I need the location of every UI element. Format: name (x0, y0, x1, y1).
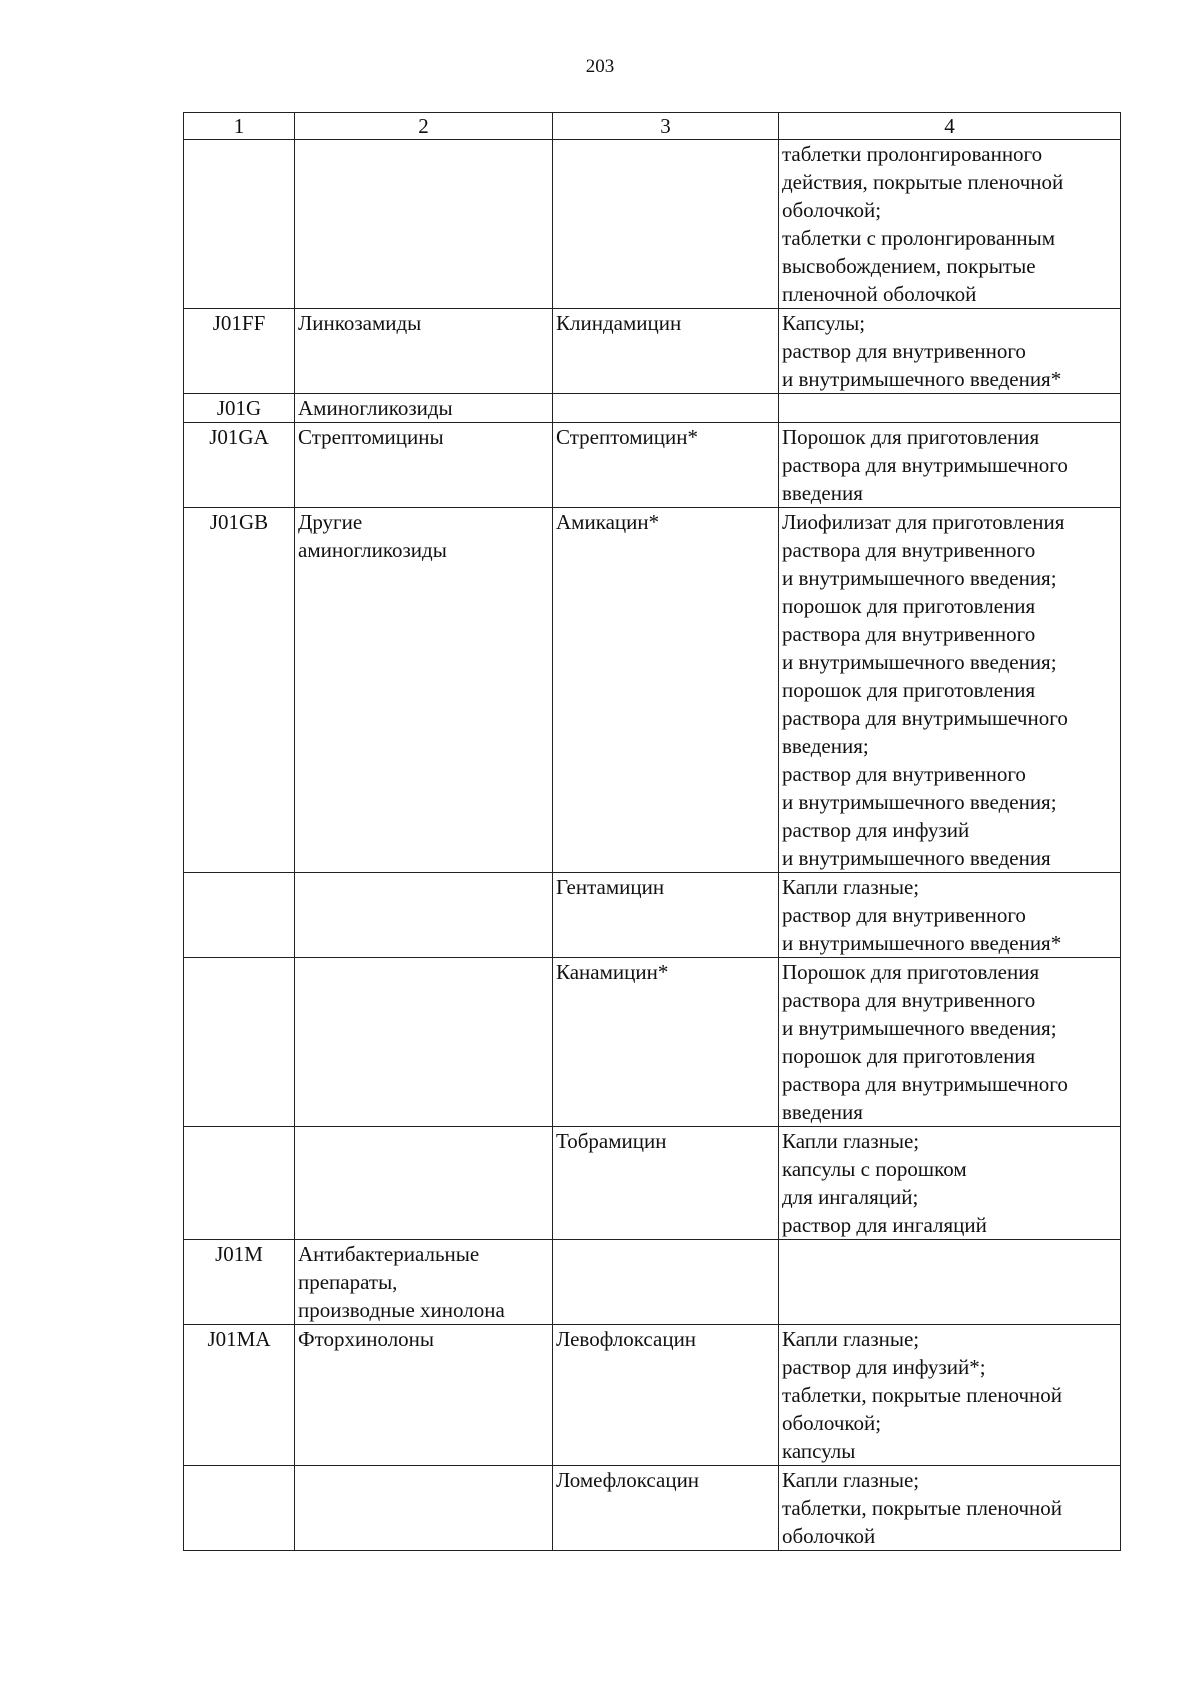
atc-code-cell: J01GB (184, 508, 295, 873)
drug-name-cell: Ломефлоксацин (553, 1466, 779, 1551)
dosage-form-line: капсулы (782, 1439, 856, 1463)
dosage-forms-cell (779, 1466, 1121, 1551)
dosage-form-line: и внутримышечного введения; (782, 650, 1057, 674)
dosage-form-line: оболочкой (782, 1524, 876, 1548)
atc-code-cell (184, 873, 295, 958)
dosage-form-line: раствор для внутривенного (782, 903, 1026, 927)
header-cell-1: 1 (184, 113, 295, 140)
dosage-form-line: высвобождением, покрытые (782, 254, 1036, 278)
drug-name-cell: Амикацин* (553, 508, 779, 873)
page-number: 203 (585, 56, 615, 77)
drug-table (183, 112, 1121, 1551)
dosage-form-line: раствор для внутривенного (782, 339, 1026, 363)
dosage-form-line: раствора для внутривенного (782, 538, 1036, 562)
dosage-form-line: раствора для внутривенного (782, 988, 1036, 1012)
dosage-form-line: раствор для инфузий (782, 818, 970, 842)
dosage-form-line: введения; (782, 734, 869, 758)
dosage-form-line: Капли глазные; (782, 1327, 920, 1351)
dosage-form-line: Капли глазные; (782, 1129, 920, 1153)
atc-code-cell: J01M (184, 1240, 295, 1325)
table-row (184, 958, 1121, 1127)
dosage-form-line: и внутримышечного введения (782, 846, 1051, 870)
dosage-form-line: введения (782, 1100, 863, 1124)
table-row (184, 140, 1121, 309)
drug-name-cell: Стрептомицин* (553, 423, 779, 508)
dosage-form-line: и внутримышечного введения; (782, 566, 1057, 590)
drug-name-cell (553, 394, 779, 423)
group-name-line: Фторхинолоны (298, 1327, 435, 1351)
group-name-cell (295, 1325, 553, 1466)
dosage-form-line: раствор для внутривенного (782, 762, 1026, 786)
dosage-forms-cell (779, 394, 1121, 423)
drug-name-cell: Гентамицин (553, 873, 779, 958)
dosage-form-line: таблетки, покрытые пленочной (782, 1496, 1063, 1520)
group-name-cell (295, 1466, 553, 1551)
table-row (184, 508, 1121, 873)
group-name-cell (295, 873, 553, 958)
dosage-forms-cell (779, 1127, 1121, 1240)
group-name-cell (295, 1240, 553, 1325)
dosage-form-line: Капсулы; (782, 311, 866, 335)
dosage-form-line: действия, покрытые пленочной (782, 170, 1064, 194)
drug-name-cell: Тобрамицин (553, 1127, 779, 1240)
group-name-cell (295, 309, 553, 394)
dosage-form-line: и внутримышечного введения; (782, 1016, 1057, 1040)
header-cell-4: 4 (779, 113, 1121, 140)
group-name-line: Линкозамиды (298, 311, 422, 335)
dosage-form-line: раствора для внутримышечного (782, 1072, 1068, 1096)
dosage-form-line: Капли глазные; (782, 875, 920, 899)
dosage-form-line: порошок для приготовления (782, 1044, 1036, 1068)
header-cell-3: 3 (553, 113, 779, 140)
group-name-cell (295, 423, 553, 508)
dosage-forms-cell (779, 958, 1121, 1127)
drug-name-cell: Клиндамицин (553, 309, 779, 394)
atc-code-cell (184, 140, 295, 309)
dosage-form-line: раствор для ингаляций (782, 1213, 987, 1237)
table-header-row (184, 113, 1121, 140)
table-row (184, 1240, 1121, 1325)
atc-code-cell: J01GA (184, 423, 295, 508)
dosage-forms-cell (779, 309, 1121, 394)
group-name-cell (295, 958, 553, 1127)
table-row (184, 873, 1121, 958)
table-row (184, 1325, 1121, 1466)
group-name-cell (295, 508, 553, 873)
table-row (184, 1466, 1121, 1551)
dosage-form-line: таблетки, покрытые пленочной (782, 1383, 1063, 1407)
dosage-form-line: раствора для внутривенного (782, 622, 1036, 646)
dosage-form-line: введения (782, 481, 863, 505)
dosage-form-line: Капли глазные; (782, 1468, 920, 1492)
table-row (184, 423, 1121, 508)
table-row (184, 394, 1121, 423)
atc-code-cell: J01G (184, 394, 295, 423)
group-name-cell (295, 140, 553, 309)
dosage-form-line: порошок для приготовления (782, 678, 1036, 702)
dosage-form-line: для ингаляций; (782, 1185, 919, 1209)
dosage-form-line: и внутримышечного введения* (782, 931, 1062, 955)
dosage-form-line: пленочной оболочкой (782, 282, 977, 306)
dosage-form-line: раствора для внутримышечного (782, 706, 1068, 730)
dosage-forms-cell (779, 1240, 1121, 1325)
atc-code-cell: J01FF (184, 309, 295, 394)
dosage-forms-cell (779, 423, 1121, 508)
header-cell-2: 2 (295, 113, 553, 140)
dosage-form-line: Порошок для приготовления (782, 960, 1040, 984)
dosage-form-line: оболочкой; (782, 1411, 882, 1435)
drug-name-cell: Канамицин* (553, 958, 779, 1127)
drug-name-cell (553, 1240, 779, 1325)
dosage-forms-cell (779, 1325, 1121, 1466)
group-name-line: аминогликозиды (298, 538, 447, 562)
dosage-form-line: таблетки пролонгированного (782, 142, 1043, 166)
table-body (184, 113, 1121, 1551)
dosage-form-line: порошок для приготовления (782, 594, 1036, 618)
dosage-form-line: раствор для инфузий*; (782, 1355, 986, 1379)
group-name-line: Стрептомицины (298, 425, 444, 449)
dosage-form-line: капсулы с порошком (782, 1157, 967, 1181)
table-row (184, 309, 1121, 394)
table-row (184, 1127, 1121, 1240)
group-name-cell (295, 1127, 553, 1240)
dosage-forms-cell (779, 508, 1121, 873)
dosage-forms-cell (779, 140, 1121, 309)
atc-code-cell (184, 1127, 295, 1240)
dosage-form-line: и внутримышечного введения* (782, 367, 1062, 391)
atc-code-cell (184, 1466, 295, 1551)
dosage-form-line: Порошок для приготовления (782, 425, 1040, 449)
atc-code-cell (184, 958, 295, 1127)
group-name-line: Другие (298, 510, 363, 534)
drug-name-cell: Левофлоксацин (553, 1325, 779, 1466)
dosage-form-line: и внутримышечного введения; (782, 790, 1057, 814)
group-name-line: производные хинолона (298, 1298, 505, 1322)
group-name-line: препараты, (298, 1270, 398, 1294)
atc-code-cell: J01MA (184, 1325, 295, 1466)
group-name-cell (295, 394, 553, 423)
dosage-form-line: Лиофилизат для приготовления (782, 510, 1065, 534)
dosage-form-line: таблетки с пролонгированным (782, 226, 1056, 250)
dosage-forms-cell (779, 873, 1121, 958)
dosage-form-line: оболочкой; (782, 198, 882, 222)
group-name-line: Антибактериальные (298, 1242, 480, 1266)
group-name-line: Аминогликозиды (298, 396, 453, 420)
drug-name-cell (553, 140, 779, 309)
dosage-form-line: раствора для внутримышечного (782, 453, 1068, 477)
